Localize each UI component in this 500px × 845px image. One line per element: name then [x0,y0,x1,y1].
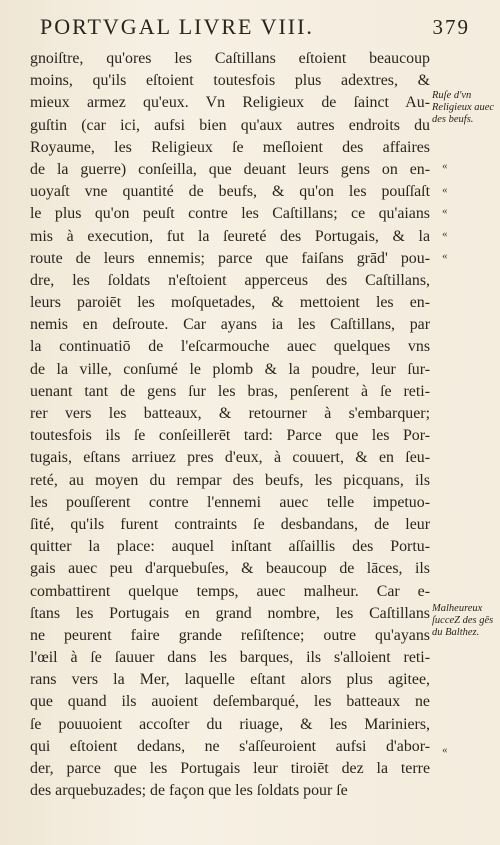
text-line: gnoiſtre, qu'ores les Caſtillans eſtoient beaucoup [30,50,430,67]
text-line: dre, les ſoldats n'eſtoient apperceus des Caſtillans, [30,271,430,289]
text-line: la continuatiō de l'eſcarmouche auec quelques vns [30,338,430,356]
text-line: rer vers les batteaux, & retourner à s'embarquer; [30,405,430,422]
text-line: der, parce que les Portugais leur tiroiēt dez la terre [30,760,430,777]
text-line: ſe pouuoient accoſter du riuage, & les Mariniers, [30,715,430,733]
body-text [30,48,430,802]
quote-mark: « [442,160,448,172]
text-line: mis à execution, fut la ſeureté des Portugais, & la [30,227,430,245]
margin-note-religieux: Ruſe d'vn Religieux auec des beufs. [432,90,495,125]
text-line: de la ville, conſumé le plomb & la poudre, leur ſur- [30,360,430,378]
running-title: PORTVGAL LIVRE VIII. [40,14,314,39]
text-line: mieux armez qu'eux. Vn Religieux de ſainct Au- [30,94,430,112]
text-line: ſtans les Portugais en grand nombre, les Caſtillans [30,604,430,622]
text-line: uenant tant de gens ſur les bras, penſerent à ſe reti- [30,382,430,400]
margin-note-malheureux: Malheureux ſucceZ des gēs du Balthez. [432,603,494,638]
text-line: l'œil à ſe ſauuer dans les barques, ils s'alloient reti- [30,649,430,667]
text-line: le plus qu'on peuſt contre les Caſtillans; ce qu'aians [30,205,430,223]
text-line: guſtin (car ici, aufsi bien qu'aux autres endroits du [30,116,430,134]
text-line: Royaume, les Religieux ſe meſloient des affaires [30,138,430,156]
text-line: combattirent quelque temps, auec malheur. Car e- [30,582,430,600]
text-line: des arquebuzades; de façon que les ſoldats pour ſe [30,782,348,800]
text-line: les pouſſerent contre l'ennemi auec telle impetuo- [30,493,430,511]
text-line: rans vers la Mer, laquelle eſtant alors plus agitee, [30,671,430,689]
text-line: reté, au moyen du rempar des beufs, les picquans, ils [30,471,430,489]
text-line: uoyaſt vne quantité de beufs, & qu'on les pouſſaſt [30,183,430,201]
quote-mark: « [442,184,448,196]
text-line: que quand ils auoient deſembarqué, les batteaux ne [30,693,430,711]
text-line: moins, qu'ils eſtoient toutesfois plus adextres, & [30,72,430,90]
quote-mark: « [442,744,448,756]
text-line: gais auec peu d'arquebuſes, & beaucoup de lāces, ils [30,560,430,578]
text-line: leurs paroiēt les moſquetades, & mettoient les en- [30,294,430,312]
text-line: ne peurent faire grande reſiſtence; outre qu'ayans [30,626,430,644]
running-head [40,14,470,44]
text-line: ſité, qu'ils furent contraints ſe desbandans, de leur [30,515,430,533]
text-line: tugais, eſtans arriuez pres d'eux, à couuert, & en ſeu- [30,449,430,467]
text-line: toutesfois ils ſe conſeillerēt tard: Parce que les Por- [30,427,430,445]
text-line: qui eſtoient dedans, ne s'aſſeuroient aufsi d'abor- [30,737,430,755]
quote-mark: « [442,205,448,217]
quote-mark: « [442,228,448,240]
quote-mark: « [442,250,448,262]
text-line: de la guerre) conſeilla, que deuant leurs gens on en- [30,160,430,178]
text-line: quitter la place: auquel inſtant aſſaillis des Portu- [30,538,430,556]
text-line: nemis en deſroute. Car ayans ia les Caſtillans, par [30,316,430,334]
page-number: 379 [432,15,470,39]
text-line: route de leurs ennemis; parce que faiſans grād' pou- [30,249,430,267]
